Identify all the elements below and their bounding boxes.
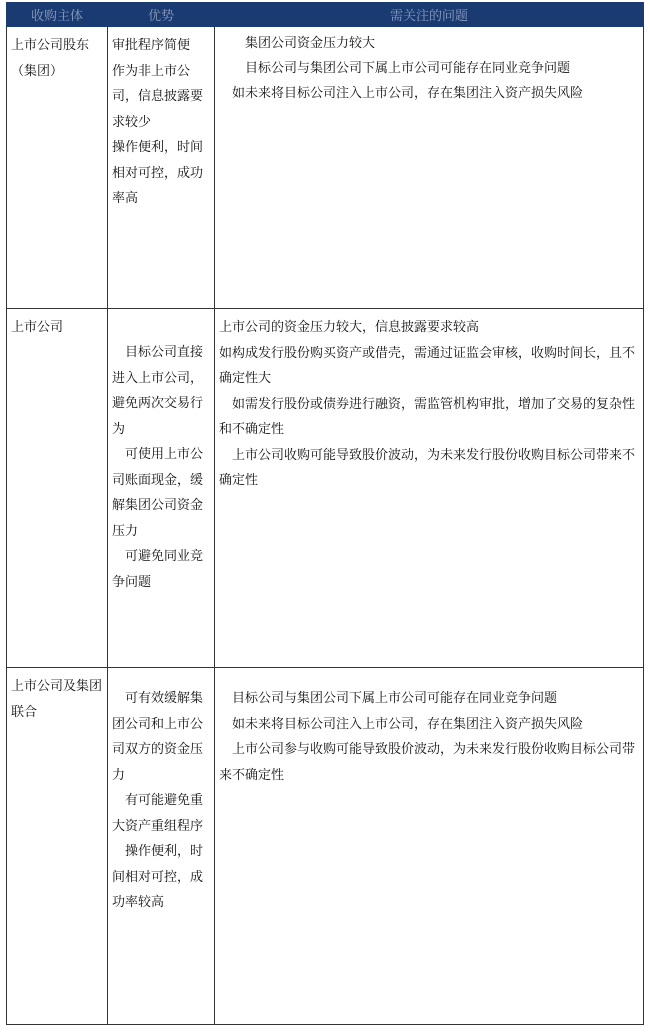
table-row [7, 27, 644, 309]
header-issues: 需关注的问题 [215, 3, 644, 27]
subject-text: 上市公司股东（集团） [11, 38, 90, 79]
advantages-cell [108, 668, 215, 1025]
advantage-item: 有可能避免重大资产重组程序 [112, 793, 204, 834]
issue-item: 如需发行股份或债券进行融资，需监管机构审批，增加了交易的复杂性和不确定性 [219, 396, 636, 437]
advantages-cell [108, 309, 215, 668]
subject-text: 上市公司及集团联合 [11, 679, 103, 720]
issue-item: 集团公司资金压力较大 [219, 36, 376, 51]
advantage-item: 操作便利，时间相对可控，成功率较高 [112, 844, 204, 910]
issue-item [219, 674, 639, 686]
issue-item: 如未来将目标公司注入上市公司，存在集团注入资产损失风险 [219, 86, 584, 101]
advantage-item: 可避免同业竞争问题 [112, 549, 204, 590]
issues-cell [215, 668, 644, 1025]
issue-item: 目标公司与集团公司下属上市公司可能存在同业竞争问题 [219, 691, 558, 706]
table-header-row [7, 3, 644, 27]
subject-text: 上市公司 [11, 320, 64, 335]
issue-item: 如未来将目标公司注入上市公司，存在集团注入资产损失风险 [219, 716, 584, 732]
header-advantages: 优势 [108, 3, 215, 27]
issues-cell [215, 27, 644, 309]
advantage-item: 作为非上市公司，信息披露要求较少 [112, 63, 204, 130]
issue-item: 如构成发行股份购买资产或借壳，需通过证监会审核，收购时间长，且不确定性大 [219, 345, 636, 386]
acquisition-comparison-table [6, 2, 644, 1025]
issue-item: 上市公司收购可能导致股价波动，为未来发行股份收购目标公司带来不确定性 [219, 447, 636, 488]
table-row [7, 309, 644, 668]
advantage-item: 审批程序简便 [112, 38, 191, 53]
issue-item: 上市公司的资金压力较大，信息披露要求较高 [219, 320, 480, 335]
advantage-item [112, 315, 210, 340]
advantage-item: 可使用上市公司账面现金，缓解集团公司资金压力 [112, 447, 204, 539]
header-subject: 收购主体 [7, 3, 108, 27]
subject-cell [7, 27, 108, 309]
advantage-item: 可有效缓解集团公司和上市公司双方的资金压力 [112, 691, 204, 783]
advantage-item: 操作便利，时间相对可控，成功率高 [112, 140, 204, 206]
advantages-cell [108, 27, 215, 309]
issue-item: 上市公司参与收购可能导致股价波动，为未来发行股份收购目标公司带来不确定性 [219, 742, 636, 783]
advantage-item [112, 674, 210, 686]
subject-cell [7, 309, 108, 668]
advantage-item: 目标公司直接进入上市公司，避免两次交易行为 [112, 345, 204, 437]
issue-item: 目标公司与集团公司下属上市公司可能存在同业竞争问题 [219, 61, 571, 76]
issues-cell [215, 309, 644, 668]
table-row [7, 668, 644, 1025]
subject-cell [7, 668, 108, 1025]
